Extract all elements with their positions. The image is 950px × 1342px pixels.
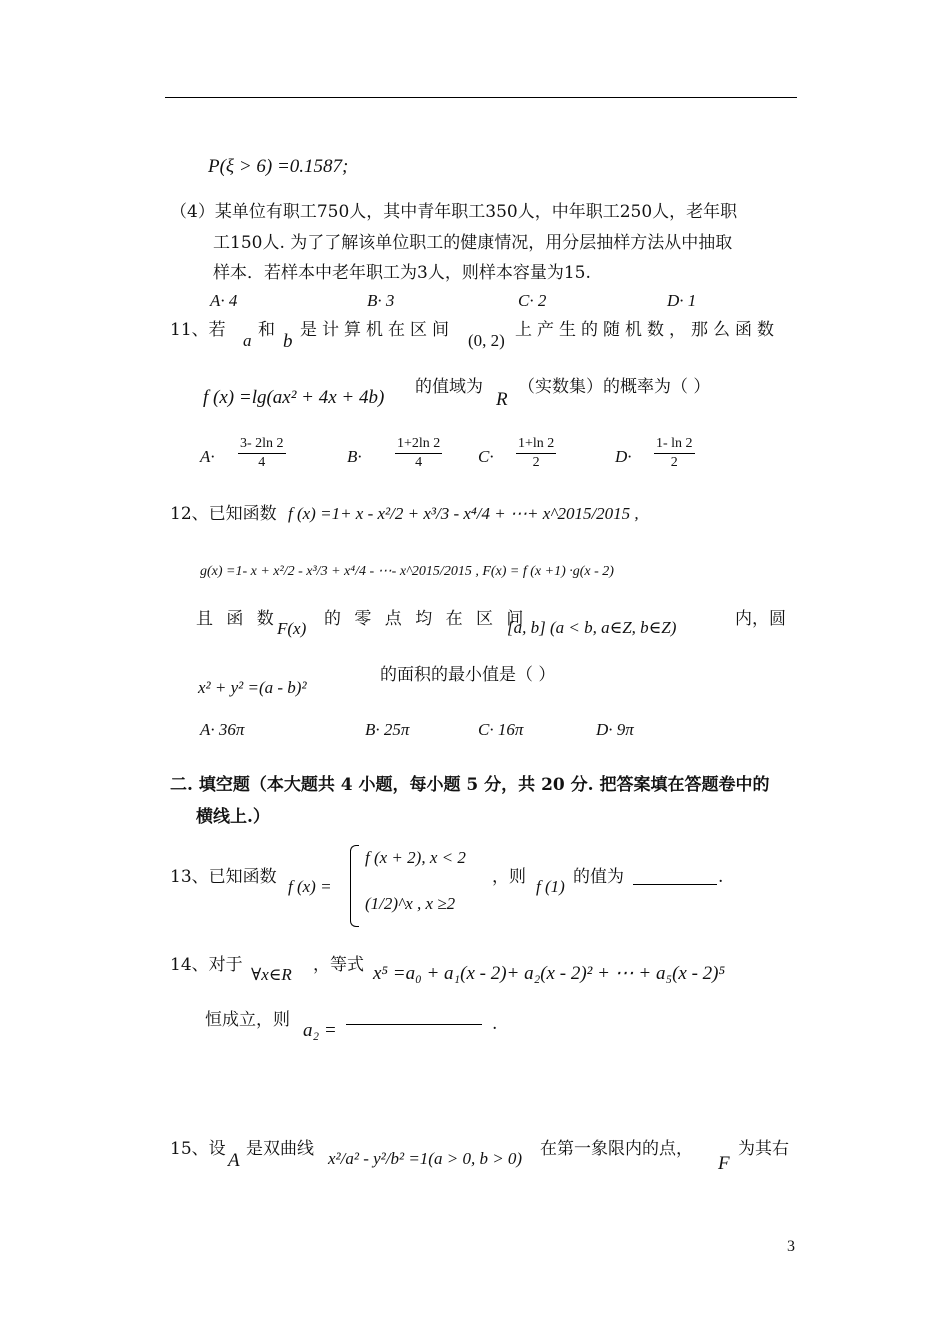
q12-circle: x² + y² =(a - b)² — [198, 678, 307, 697]
q11-option-a-label: A· — [200, 447, 215, 466]
q11-option-c-label: C· — [478, 447, 494, 466]
q14-end: . — [492, 1014, 498, 1034]
q12-line-3a: 且 函 数 — [196, 609, 278, 629]
q11-var-a: a — [243, 331, 252, 350]
q4-option-c: C· 2 — [518, 291, 547, 310]
q4-option-d: D· 1 — [667, 291, 697, 310]
q14-forall: ∀x∈R — [251, 965, 292, 984]
header-rule — [165, 97, 797, 98]
q4-option-a: A· 4 — [210, 291, 238, 310]
q11-R: R — [496, 389, 508, 410]
q11-option-a: $\frac{3- 2\ln 2}{4}$ — [240, 436, 284, 470]
q13-answer-blank[interactable] — [633, 866, 717, 891]
q12-interval: [a, b] (a < b, a∈Z, b∈Z) — [507, 618, 677, 637]
q11-option-b: $\frac{1+2\ln 2}{4}$ — [397, 436, 441, 470]
q13-f: f (x) = — [288, 877, 332, 896]
q13-tail: 的值为 — [573, 867, 624, 887]
q11-function: f (x) =lg(ax² + 4x + 4b) — [203, 387, 385, 408]
section-2-heading: 二. 填空题（本大题共 4 小题，每小题 5 分，共 20 分. 把答案填在答题卷中的 — [170, 775, 770, 795]
q11-number: 11、若 — [170, 320, 226, 340]
q15-F: F — [718, 1153, 730, 1174]
q12-F: F(x) — [277, 619, 307, 638]
q13-end: . — [718, 867, 724, 887]
section-2-heading-cont: 横线上.） — [196, 807, 270, 827]
q12-option-c: C· 16π — [478, 720, 524, 739]
page-number: 3 — [787, 1238, 795, 1255]
q15-hyperbola: x²/a² - y²/b² =1(a > 0, b > 0) — [328, 1149, 523, 1168]
q11-option-b-label: B· — [347, 447, 362, 466]
q12-line-3b: 的 零 点 均 在 区 间 — [324, 609, 528, 629]
q14-line-2: 恒成立，则 — [205, 1010, 290, 1030]
q11-option-c: $\frac{1+\ln 2}{2}$ — [518, 436, 555, 470]
q4-option-b: B· 3 — [367, 291, 395, 310]
q11-option-d-label: D· — [615, 447, 632, 466]
q12-line-3c: 内，圆 — [735, 609, 786, 629]
q15-A: A — [228, 1150, 240, 1171]
q14-a2: a₂ = — [303, 1020, 337, 1041]
probability-line: P(ξ > 6) =0.1587; — [208, 156, 349, 177]
q11-var-b: b — [283, 331, 293, 352]
q13-case-1: f (x + 2), x < 2 — [365, 848, 466, 867]
q12-number: 12、已知函数 — [170, 504, 277, 524]
q11-text-1: 是计算机在区间 — [300, 320, 454, 340]
q11-and: 和 — [258, 320, 275, 340]
q13-brace — [350, 845, 359, 927]
q11-text-4: （实数集）的概率为（ ） — [518, 377, 711, 397]
q14-text: ，等式 — [313, 955, 364, 975]
q15-number: 15、设 — [170, 1139, 226, 1159]
q12-f-def: f (x) =1+ x - x²/2 + x³/3 - x⁴/4 + ⋯+ x^2015/2015 , — [288, 504, 639, 523]
q14-number: 14、对于 — [170, 955, 243, 975]
q12-line-4: 的面积的最小值是（ ） — [380, 665, 556, 685]
q13-number: 13、已知函数 — [170, 867, 277, 887]
q12-option-b: B· 25π — [365, 720, 410, 739]
q15-text-3: 为其右 — [738, 1139, 789, 1159]
q12-option-a: A· 36π — [200, 720, 245, 739]
q13-f1: f (1) — [536, 877, 565, 896]
q11-text-3: 的值域为 — [415, 377, 483, 397]
q15-text-1: 是双曲线 — [246, 1139, 314, 1159]
q4-line-3: 样本．若样本中老年职工为3人，则样本容量为15. — [213, 263, 591, 283]
q11-text-2: 上产生的随机数，那么函数 — [515, 320, 779, 340]
q14-answer-blank[interactable] — [346, 1006, 482, 1031]
q12-option-d: D· 9π — [596, 720, 634, 739]
q12-g-def: g(x) =1- x + x²/2 - x³/3 + x⁴/4 - ⋯- x^2015/2015 , F(x) = f (x +1) ·g(x - 2) — [200, 564, 614, 579]
q4-line-2: 工150人. 为了了解该单位职工的健康情况，用分层抽样方法从中抽取 — [213, 233, 733, 253]
q15-text-2: 在第一象限内的点， — [540, 1139, 693, 1159]
q13-case-2: (1/2)^x , x ≥2 — [365, 894, 456, 913]
q13-text: ，则 — [492, 867, 526, 887]
q11-interval: (0, 2) — [468, 331, 505, 350]
q14-equation: x⁵ =a₀ + a₁(x - 2)+ a₂(x - 2)² + ⋯ + a₅(x - 2)⁵ — [373, 963, 726, 984]
q11-option-d: $\frac{1- \ln 2}{2}$ — [656, 436, 693, 470]
q4-line-1: （4）某单位有职工750人，其中青年职工350人，中年职工250人，老年职 — [170, 202, 738, 222]
